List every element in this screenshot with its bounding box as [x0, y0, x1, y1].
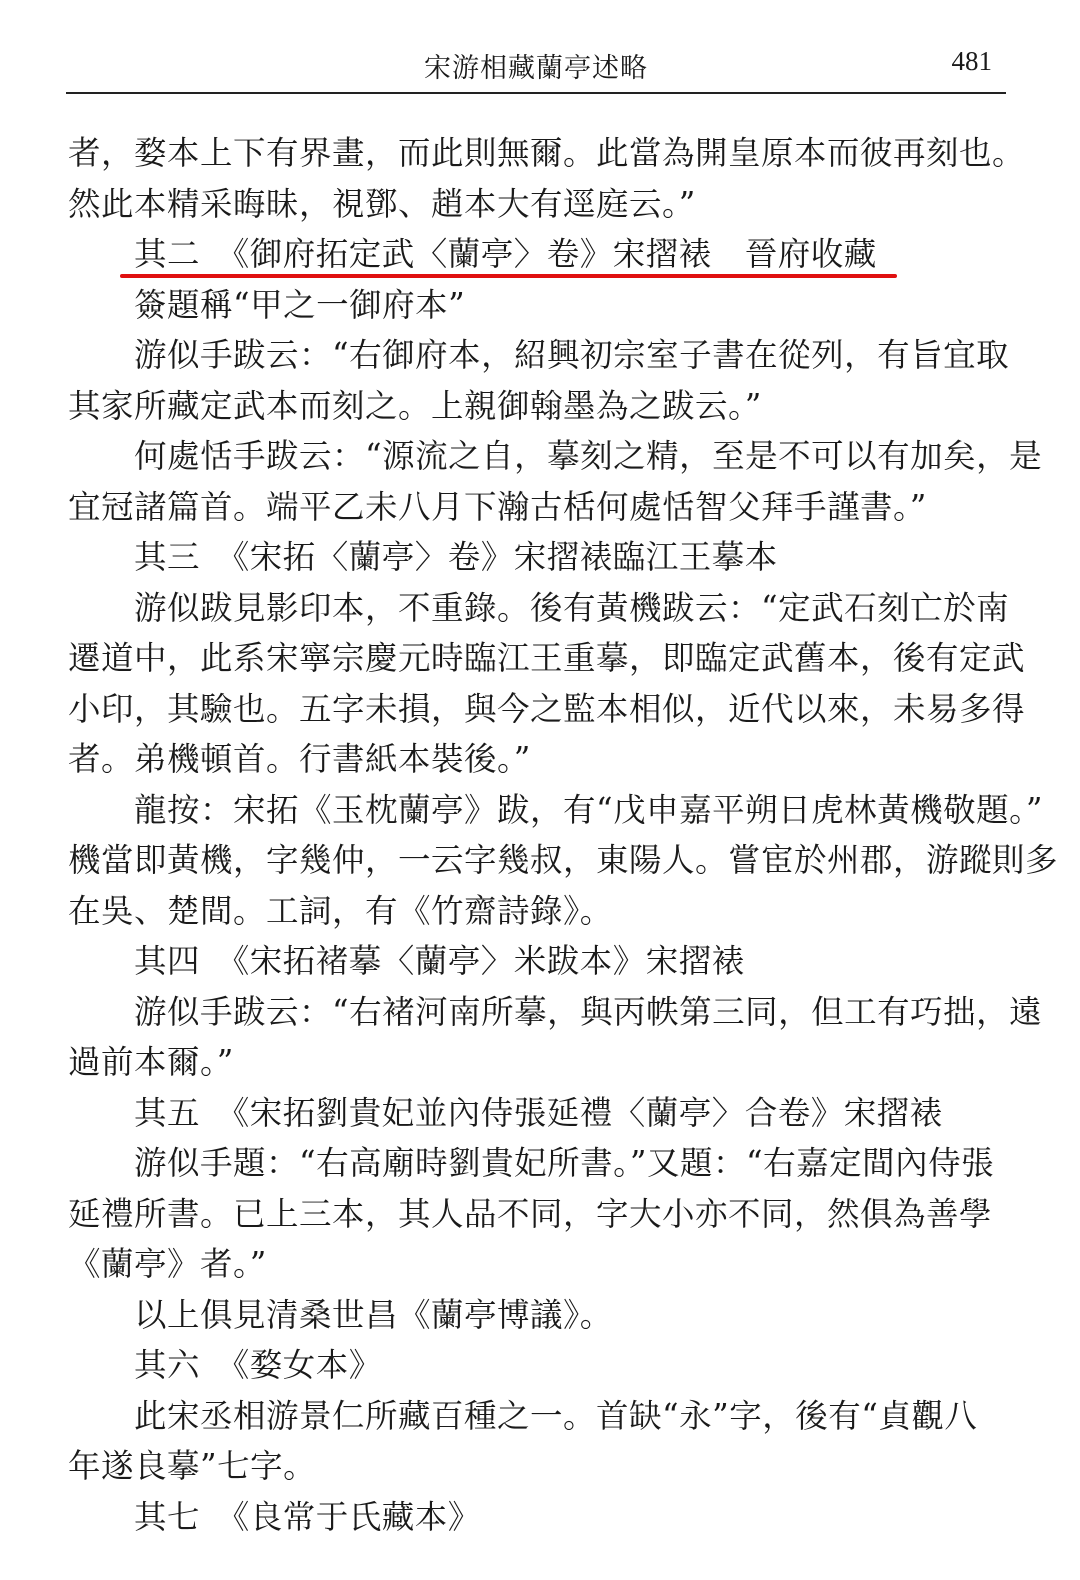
red-underline-mark — [120, 274, 897, 278]
text-line: 者。弟機頓首。行書紙本裝後。” — [68, 740, 531, 778]
text-line: 游似跋見影印本，不重錄。後有黃機跋云：“定武石刻亡於南 — [134, 588, 1010, 627]
text-line: 此宋丞相游景仁所藏百種之一。首缺“永”字，後有“貞觀八 — [134, 1396, 978, 1435]
section-heading: 其五 《宋拓劉貴妃並內侍張延禮〈蘭亭〉合卷》宋摺裱 — [134, 1093, 943, 1132]
text-line: 游似手題：“右高廟時劉貴妃所書。”又題：“右嘉定間內侍張 — [134, 1144, 995, 1182]
section-heading: 其七 《良常于氏藏本》 — [134, 1497, 481, 1536]
running-header — [66, 40, 1006, 94]
text-line: 小印，其驗也。五字未損，與今之監本相似，近代以來，未易多得 — [68, 689, 1026, 728]
section-heading: 其四 《宋拓褚摹〈蘭亭〉米跋本》宋摺裱 — [134, 942, 745, 980]
text-line: 簽題稱“甲之一御府本” — [134, 285, 466, 324]
text-line: 宜冠諸篇首。端平乙未八月下瀚古栝何處恬智父拜手謹書。” — [68, 487, 927, 526]
body-text — [68, 128, 1059, 1542]
text-line: 以上俱見清桑世昌《蘭亭博議》。 — [134, 1295, 613, 1334]
text-line: 延禮所書。已上三本，其人品不同，字大小亦不同，然俱為善學 — [68, 1194, 993, 1233]
text-line: 機當即黃機，字幾仲，一云字幾叔，東陽人。嘗宦於州郡，游蹤則多 — [68, 841, 1059, 879]
text-line: 游似手跋云：“右褚河南所摹，與丙帙第三同，但工有巧拙，遠 — [134, 992, 1043, 1031]
section-heading — [68, 229, 1008, 280]
section-heading: 其三 《宋拓〈蘭亭〉卷》宋摺裱臨江王摹本 — [134, 538, 778, 576]
text-line: 者，婺本上下有界畫，而此則無爾。此當為開皇原本而彼再刻也。 — [68, 134, 1026, 172]
text-line: 遷道中，此系宋寧宗慶元時臨江王重摹，即臨定武舊本，後有定武 — [68, 639, 1026, 677]
text-line: 在吳、楚間。工詞，有《竹齋詩錄》。 — [68, 891, 613, 930]
highlighted-heading — [134, 229, 877, 280]
text-line: 其家所藏定武本而刻之。上親御翰墨為之跋云。” — [68, 386, 762, 425]
section-heading: 其六 《婺女本》 — [134, 1346, 382, 1384]
text-line: 《蘭亭》者。” — [68, 1245, 267, 1283]
text-line: 龍按：宋拓《玉枕蘭亭》跋，有“戊申嘉平朔日虎林黃機敬題。” — [134, 790, 1043, 829]
text-line: 然此本精采晦昧，視鄧、趙本大有逕庭云。” — [68, 184, 696, 223]
running-title: 宋游相藏蘭亭述略 — [424, 53, 648, 84]
text-line: 年遂良摹”七字。 — [68, 1447, 317, 1485]
heading-text: 其二 《御府拓定武〈蘭亭〉卷》宋摺裱 晉府收藏 — [134, 235, 877, 273]
text-line: 何處恬手跋云：“源流之自，摹刻之精，至是不可以有加矣，是 — [134, 437, 1043, 475]
text-line: 游似手跋云：“右御府本，紹興初宗室子書在從列，有旨宜取 — [134, 336, 1010, 374]
text-line: 過前本爾。” — [68, 1043, 234, 1081]
page-number: 481 — [951, 46, 992, 76]
